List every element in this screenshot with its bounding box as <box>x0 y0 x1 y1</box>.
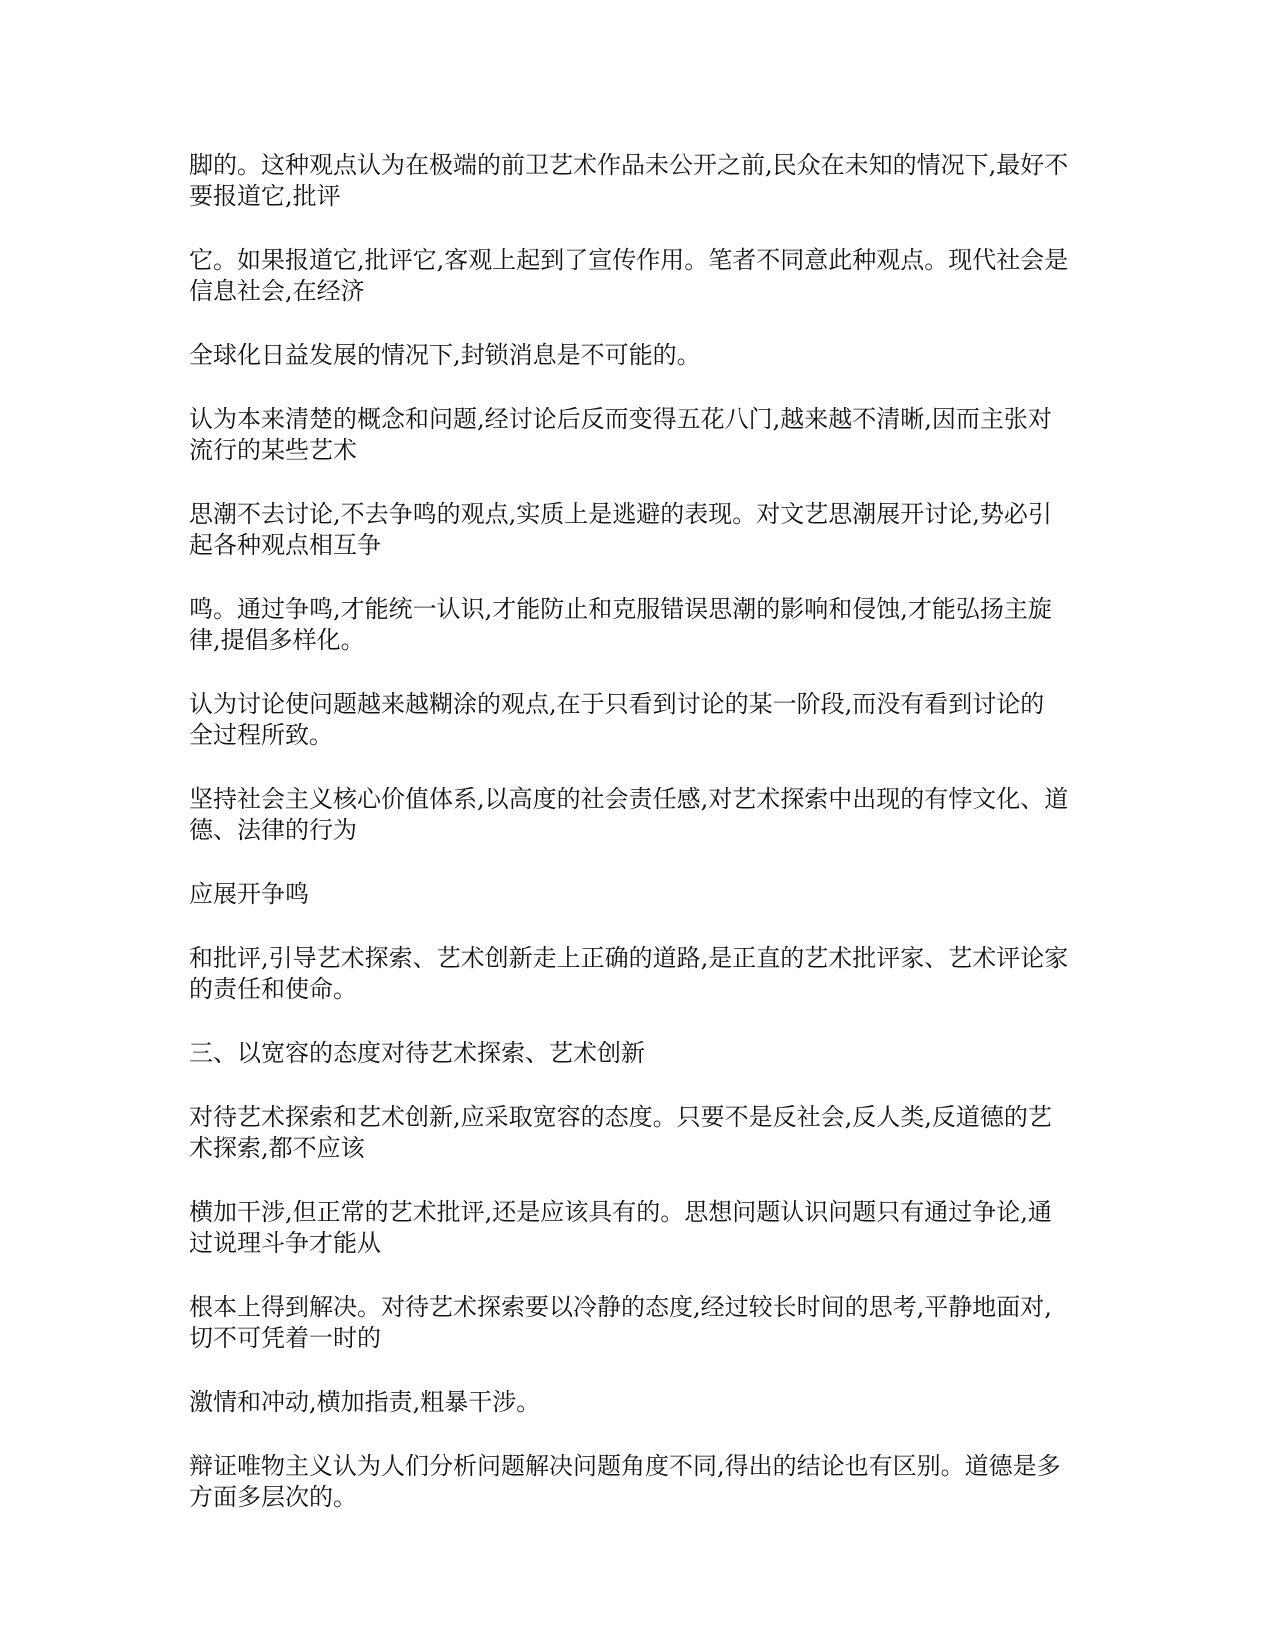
text-line: 流行的某些艺术 <box>189 436 357 464</box>
text-line: 术探索,都不应该 <box>189 1134 365 1162</box>
text-line: 全过程所致。 <box>189 721 333 749</box>
paragraph <box>189 499 1089 561</box>
text-line: 根本上得到解决。对待艺术探索要以冷静的态度,经过较长时间的思考,平静地面对, <box>189 1293 1052 1321</box>
paragraph <box>189 245 1089 307</box>
paragraph <box>189 689 1089 751</box>
text-line: 对待艺术探索和艺术创新,应采取宽容的态度。只要不是反社会,反人类,反道德的艺 <box>189 1103 1052 1131</box>
text-line: 认为讨论使问题越来越糊涂的观点,在于只看到讨论的某一阶段,而没有看到讨论的 <box>189 690 1045 718</box>
text-line: 切不可凭着一时的 <box>189 1324 381 1352</box>
paragraph <box>189 784 1089 846</box>
text-line: 全球化日益发展的情况下,封锁消息是不可能的。 <box>189 341 701 369</box>
text-line: 它。如果报道它,批评它,客观上起到了宣传作用。笔者不同意此种观点。现代社会是 <box>189 246 1069 274</box>
text-line: 横加干涉,但正常的艺术批评,还是应该具有的。思想问题认识问题只有通过争论,通 <box>189 1198 1052 1226</box>
paragraph <box>189 879 1089 910</box>
body-text <box>189 150 1089 1513</box>
text-line: 起各种观点相互争 <box>189 531 381 559</box>
paragraph <box>189 943 1089 1005</box>
text-line: 三、以宽容的态度对待艺术探索、艺术创新 <box>189 1039 645 1067</box>
text-line: 脚的。这种观点认为在极端的前卫艺术作品未公开之前,民众在未知的情况下,最好不 <box>189 151 1069 179</box>
text-line: 鸣。通过争鸣,才能统一认识,才能防止和克服错误思潮的影响和侵蚀,才能弘扬主旋 <box>189 595 1052 623</box>
text-line: 过说理斗争才能从 <box>189 1229 381 1257</box>
text-line: 方面多层次的。 <box>189 1483 357 1511</box>
text-line: 的责任和使命。 <box>189 975 357 1003</box>
text-line: 坚持社会主义核心价值体系,以高度的社会责任感,对艺术探索中出现的有悖文化、道 <box>189 785 1069 813</box>
paragraph <box>189 404 1089 466</box>
paragraph <box>189 1197 1089 1259</box>
paragraph <box>189 594 1089 656</box>
text-line: 激情和冲动,横加指责,粗暴干涉。 <box>189 1388 541 1416</box>
paragraph <box>189 1451 1089 1513</box>
text-line: 认为本来清楚的概念和问题,经讨论后反而变得五花八门,越来越不清晰,因而主张对 <box>189 405 1052 433</box>
text-line: 要报道它,批评 <box>189 182 341 210</box>
paragraph <box>189 340 1089 371</box>
text-line: 辩证唯物主义认为人们分析问题解决问题角度不同,得出的结论也有区别。道德是多 <box>189 1452 1061 1480</box>
text-line: 应展开争鸣 <box>189 880 309 908</box>
text-line: 信息社会,在经济 <box>189 277 365 305</box>
paragraph <box>189 1102 1089 1164</box>
paragraph <box>189 150 1089 212</box>
paragraph <box>189 1387 1089 1418</box>
text-line: 和批评,引导艺术探索、艺术创新走上正确的道路,是正直的艺术批评家、艺术评论家 <box>189 944 1069 972</box>
text-line: 律,提倡多样化。 <box>189 626 365 654</box>
paragraph <box>189 1292 1089 1354</box>
text-line: 德、法律的行为 <box>189 816 357 844</box>
document-page <box>189 150 1089 1546</box>
paragraph <box>189 1038 1089 1069</box>
text-line: 思潮不去讨论,不去争鸣的观点,实质上是逃避的表现。对文艺思潮展开讨论,势必引 <box>189 500 1052 528</box>
